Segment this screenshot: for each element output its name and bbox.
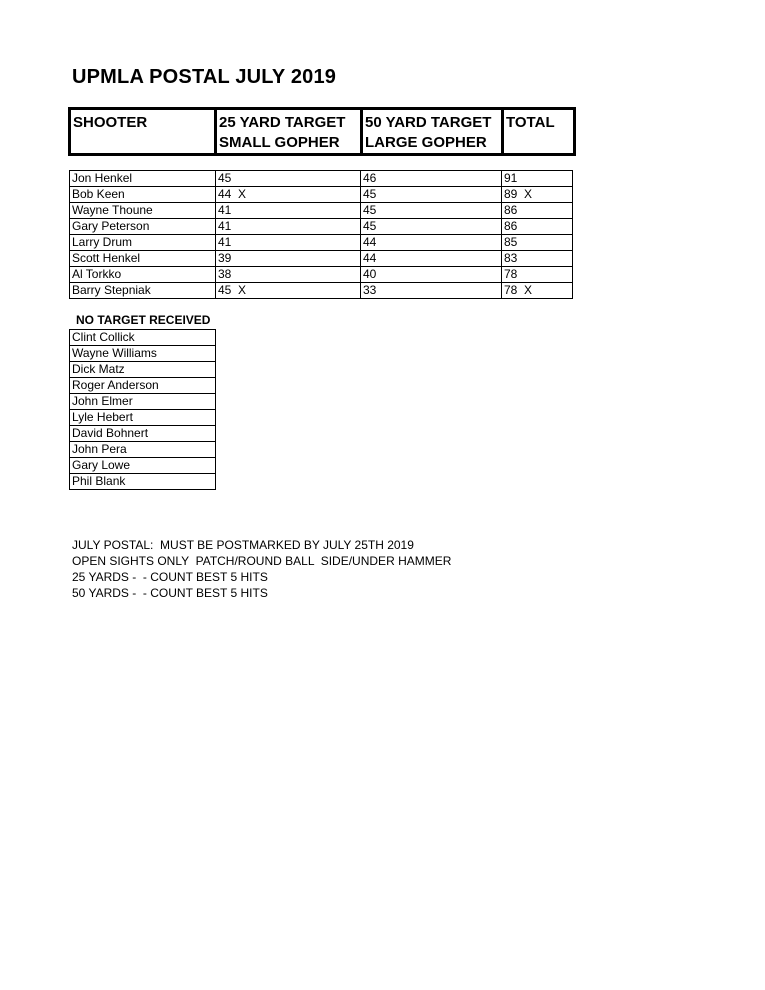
- score-50-yard: 33: [361, 283, 502, 299]
- no-target-name: John Elmer: [70, 394, 216, 410]
- table-row: [70, 219, 573, 235]
- score-25-yard: 45 X: [216, 283, 361, 299]
- shooter-name: Gary Peterson: [70, 219, 216, 235]
- note-line: JULY POSTAL: MUST BE POSTMARKED BY JULY 25TH 2019: [72, 538, 414, 552]
- header-table: [68, 107, 576, 156]
- list-item: [70, 474, 216, 490]
- table-row: [70, 171, 573, 187]
- header-row: [70, 109, 575, 155]
- shooter-name: Bob Keen: [70, 187, 216, 203]
- list-item: [70, 346, 216, 362]
- header-25-yard: 25 YARD TARGET SMALL GOPHER: [216, 109, 362, 155]
- results-table: [69, 170, 573, 299]
- score-50-yard: 46: [361, 171, 502, 187]
- score-25-yard: 45: [216, 171, 361, 187]
- no-target-name: Phil Blank: [70, 474, 216, 490]
- score-25-yard: 41: [216, 235, 361, 251]
- shooter-name: Larry Drum: [70, 235, 216, 251]
- no-target-name: Clint Collick: [70, 330, 216, 346]
- header-50-yard: 50 YARD TARGET LARGE GOPHER: [362, 109, 503, 155]
- list-item: [70, 378, 216, 394]
- note-line: 25 YARDS - - COUNT BEST 5 HITS: [72, 570, 268, 584]
- score-total: 89 X: [502, 187, 573, 203]
- list-item: [70, 330, 216, 346]
- no-target-name: Dick Matz: [70, 362, 216, 378]
- no-target-name: Lyle Hebert: [70, 410, 216, 426]
- shooter-name: Jon Henkel: [70, 171, 216, 187]
- score-25-yard: 41: [216, 203, 361, 219]
- list-item: [70, 410, 216, 426]
- score-total: 85: [502, 235, 573, 251]
- header-shooter: SHOOTER: [70, 109, 216, 155]
- list-item: [70, 458, 216, 474]
- score-total: 86: [502, 219, 573, 235]
- score-50-yard: 45: [361, 187, 502, 203]
- shooter-name: Wayne Thoune: [70, 203, 216, 219]
- no-target-table: [69, 329, 216, 490]
- score-50-yard: 44: [361, 235, 502, 251]
- score-25-yard: 41: [216, 219, 361, 235]
- page-title: UPMLA POSTAL JULY 2019: [72, 66, 337, 88]
- no-target-name: John Pera: [70, 442, 216, 458]
- notes: [72, 505, 451, 617]
- note-line: OPEN SIGHTS ONLY PATCH/ROUND BALL SIDE/UNDER HAMMER: [72, 554, 452, 568]
- table-row: [70, 187, 573, 203]
- no-target-name: Wayne Williams: [70, 346, 216, 362]
- table-row: [70, 235, 573, 251]
- list-item: [70, 394, 216, 410]
- score-50-yard: 45: [361, 203, 502, 219]
- table-row: [70, 251, 573, 267]
- shooter-name: Barry Stepniak: [70, 283, 216, 299]
- no-target-name: Roger Anderson: [70, 378, 216, 394]
- no-target-name: Gary Lowe: [70, 458, 216, 474]
- note-line: 50 YARDS - - COUNT BEST 5 HITS: [72, 586, 268, 600]
- score-50-yard: 45: [361, 219, 502, 235]
- score-50-yard: 40: [361, 267, 502, 283]
- list-item: [70, 442, 216, 458]
- score-25-yard: 38: [216, 267, 361, 283]
- score-total: 83: [502, 251, 573, 267]
- score-total: 86: [502, 203, 573, 219]
- score-25-yard: 44 X: [216, 187, 361, 203]
- table-row: [70, 283, 573, 299]
- score-50-yard: 44: [361, 251, 502, 267]
- shooter-name: Al Torkko: [70, 267, 216, 283]
- list-item: [70, 362, 216, 378]
- no-target-heading: NO TARGET RECEIVED: [76, 313, 211, 327]
- score-total: 78 X: [502, 283, 573, 299]
- score-total: 78: [502, 267, 573, 283]
- no-target-name: David Bohnert: [70, 426, 216, 442]
- list-item: [70, 426, 216, 442]
- score-total: 91: [502, 171, 573, 187]
- table-row: [70, 203, 573, 219]
- shooter-name: Scott Henkel: [70, 251, 216, 267]
- table-row: [70, 267, 573, 283]
- score-25-yard: 39: [216, 251, 361, 267]
- header-total: TOTAL: [503, 109, 575, 155]
